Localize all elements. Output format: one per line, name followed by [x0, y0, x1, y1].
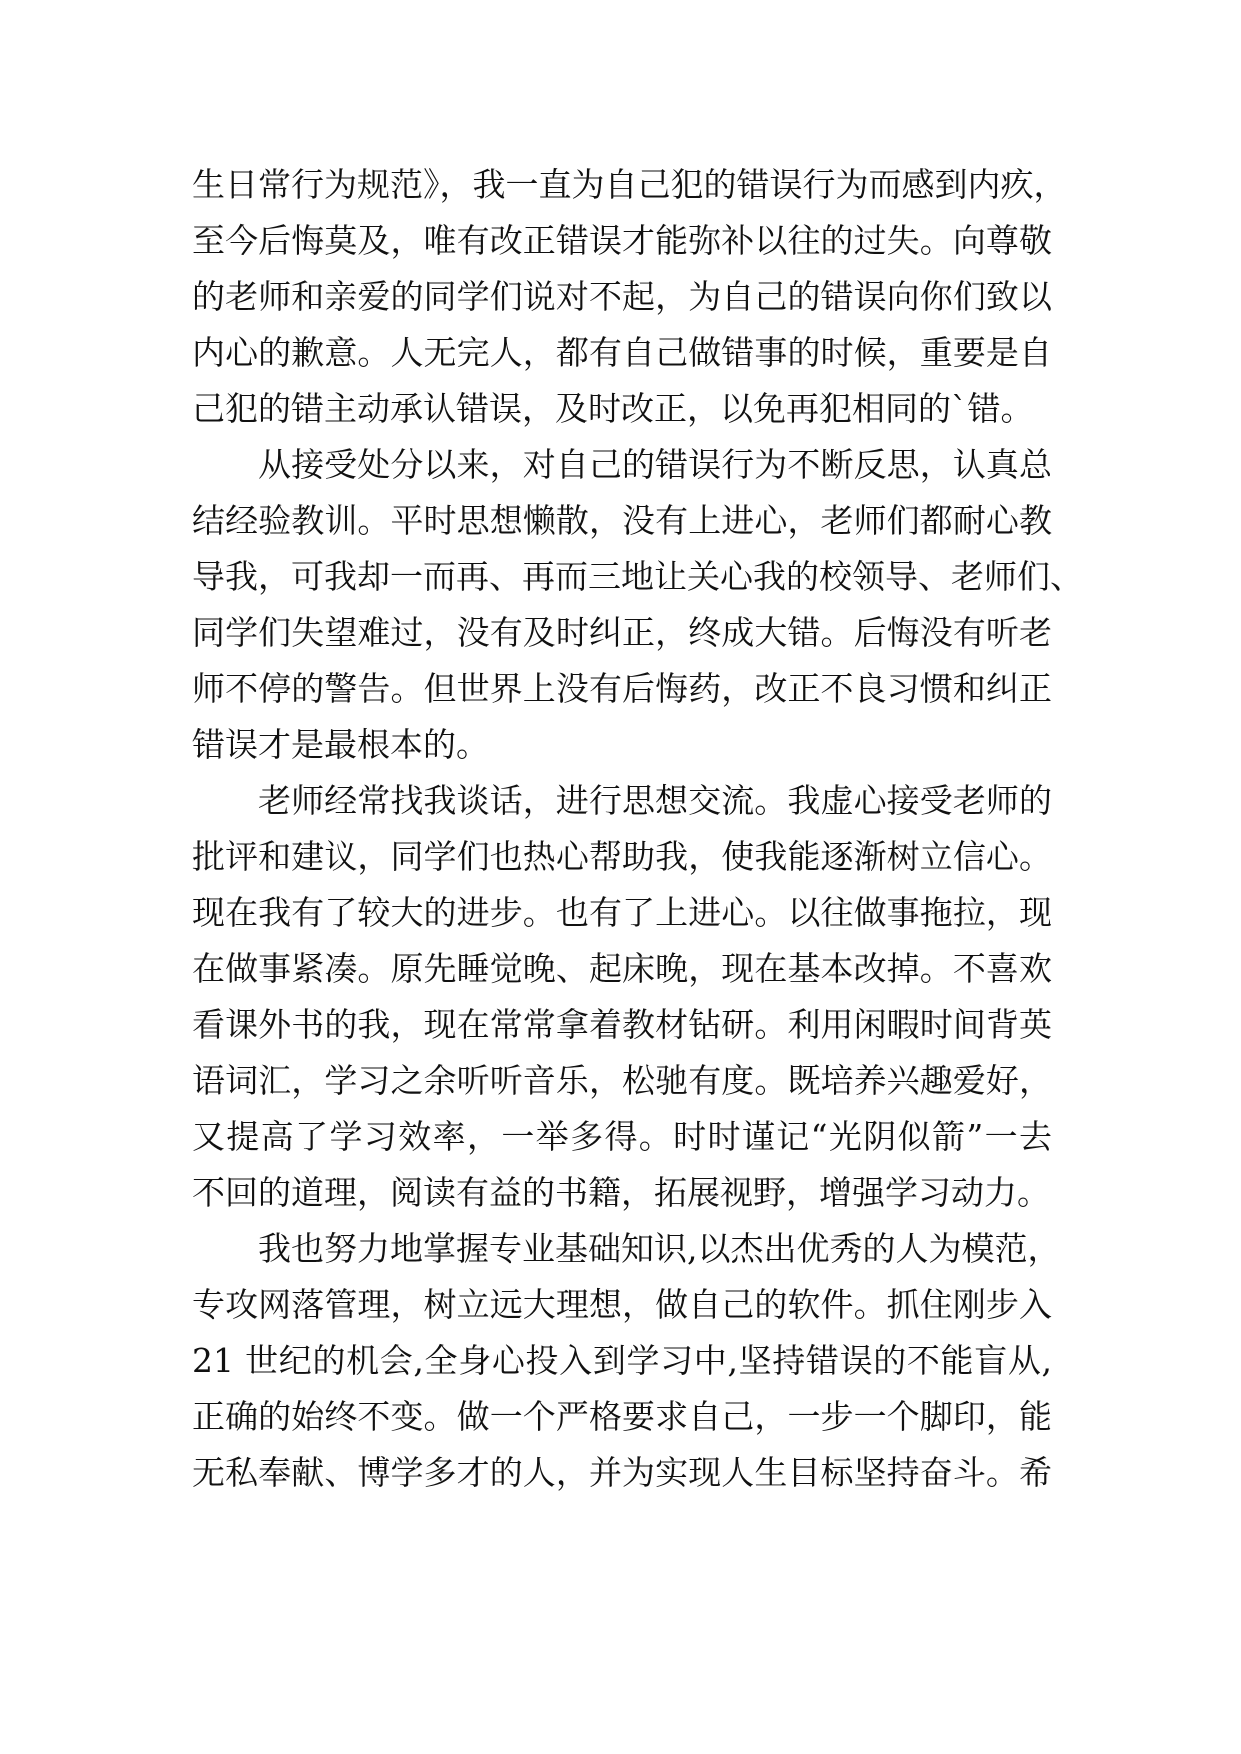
text-line: 己犯的错主动承认错误，及时改正，以免再犯相同的`错。: [192, 389, 1034, 428]
text-line: 语词汇，学习之余听听音乐，松驰有度。既培养兴趣爱好，: [192, 1061, 1052, 1100]
text-line: 生日常行为规范》，我一直为自己犯的错误行为而感到内疚，: [192, 165, 1067, 204]
body-text: [192, 157, 1083, 1501]
text-line: 从接受处分以来，对自己的错误行为不断反思，认真总: [258, 445, 1052, 484]
text-line: 我也努力地掌握专业基础知识,以杰出优秀的人为模范，: [258, 1229, 1061, 1268]
text-line: 导我，可我却一而再、再而三地让关心我的校领导、老师们、: [192, 557, 1083, 596]
text-line: 不回的道理，阅读有益的书籍，拓展视野，增强学习动力。: [192, 1173, 1050, 1212]
text-line: 21 世纪的机会,全身心投入到学习中,坚持错误的不能盲从,: [192, 1341, 1052, 1380]
text-line: 结经验教训。平时思想懒散，没有上进心，老师们都耐心教: [192, 501, 1052, 540]
text-line: 师不停的警告。但世界上没有后悔药，改正不良习惯和纠正: [192, 669, 1052, 708]
text-line: 批评和建议，同学们也热心帮助我，使我能逐渐树立信心。: [192, 837, 1052, 876]
text-line: 在做事紧凑。原先睡觉晚、起床晚，现在基本改掉。不喜欢: [192, 949, 1052, 988]
text-line: 错误才是最根本的。: [192, 725, 489, 764]
text-line: 看课外书的我，现在常常拿着教材钻研。利用闲暇时间背英: [192, 1005, 1052, 1044]
text-line: 同学们失望难过，没有及时纠正，终成大错。后悔没有听老: [192, 613, 1052, 652]
text-line: 专攻网落管理，树立远大理想，做自己的软件。抓住刚步入: [192, 1285, 1052, 1324]
text-line: 正确的始终不变。做一个严格要求自己，一步一个脚印，能: [192, 1397, 1052, 1436]
text-line: 又提高了学习效率，一举多得。时时谨记“光阴似箭”一去: [192, 1117, 1052, 1156]
text-line: 的老师和亲爱的同学们说对不起，为自己的错误向你们致以: [192, 277, 1052, 316]
text-line: 内心的歉意。人无完人，都有自己做错事的时候，重要是自: [192, 333, 1052, 372]
text-line: 现在我有了较大的进步。也有了上进心。以往做事拖拉，现: [192, 893, 1052, 932]
text-line: 老师经常找我谈话，进行思想交流。我虚心接受老师的: [258, 781, 1052, 820]
text-line: 至今后悔莫及，唯有改正错误才能弥补以往的过失。向尊敬: [192, 221, 1052, 260]
text-line: 无私奉献、博学多才的人，并为实现人生目标坚持奋斗。希: [192, 1453, 1052, 1492]
